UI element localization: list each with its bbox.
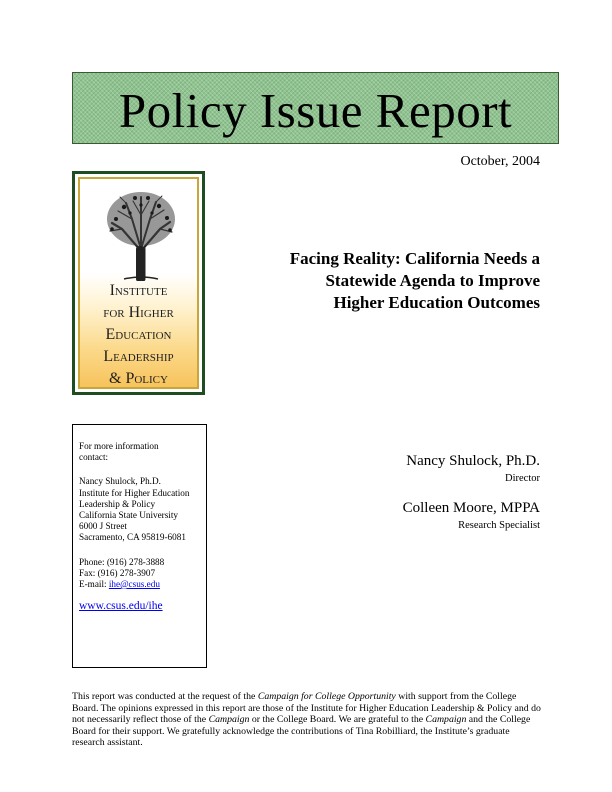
campaign-name: Campaign [425, 714, 467, 726]
report-date: October, 2004 [460, 154, 540, 169]
author-role: Research Specialist [458, 520, 540, 531]
banner-title: Policy Issue Report [118, 82, 513, 138]
email-label: E-mail: [79, 579, 109, 590]
campaign-name: Campaign [208, 714, 250, 726]
logo-line: & Policy [109, 370, 168, 387]
logo-line: Leadership [103, 348, 174, 365]
logo-line: for Higher [103, 304, 174, 321]
logo-panel [78, 177, 199, 389]
logo-line: Institute [109, 282, 168, 299]
report-title-line: Facing Reality: California Needs a [289, 249, 540, 268]
contact-heading: For more information [79, 441, 159, 451]
report-title [240, 248, 540, 314]
tree-icon [102, 189, 180, 281]
contact-university: California State University [79, 510, 178, 521]
author-name: Colleen Moore, MPPA [402, 500, 540, 516]
author-role: Director [505, 473, 540, 484]
author-block [403, 499, 540, 532]
campaign-name: Campaign for College Opportunity [257, 691, 396, 702]
contact-city: Sacramento, CA 95819-6081 [79, 532, 186, 543]
website-link[interactable]: www.csus.edu/ihe [79, 600, 163, 613]
report-title-line: Higher Education Outcomes [333, 293, 540, 312]
institute-logo [72, 171, 205, 395]
report-banner [72, 72, 559, 144]
email-link[interactable]: ihe@csus.edu [108, 579, 160, 590]
footer-text: and the College Board for their support. We gratefully acknowledge the contributions of Tina Robilliard, the Institute’s graduate research assistant. [72, 714, 531, 749]
contact-email-row [79, 579, 200, 590]
logo-line: Education [105, 326, 172, 343]
report-title-line: Statewide Agenda to Improve [325, 271, 540, 290]
author-name: Nancy Shulock, Ph.D. [406, 453, 540, 469]
footer-text: This report was conducted at the request of the [72, 691, 258, 702]
footer-text: with support from the College Board. The opinions expressed in this report are those of the Institute for Higher Education Leadership & Policy and do not necessarily reflect those of the [72, 691, 541, 726]
author-block [406, 452, 540, 485]
acknowledgement-note [72, 691, 542, 749]
contact-org: Leadership & Policy [79, 498, 156, 509]
contact-org: Institute for Higher Education [79, 487, 190, 498]
contact-fax: Fax: (916) 278-3907 [79, 567, 156, 578]
contact-box [72, 424, 207, 668]
contact-heading: contact: [79, 452, 109, 463]
contact-street: 6000 J Street [79, 521, 127, 532]
footer-text: or the College Board. We are grateful to the [249, 714, 426, 726]
contact-phone: Phone: (916) 278-3888 [79, 556, 165, 567]
logo-text [80, 280, 197, 390]
contact-name: Nancy Shulock, Ph.D. [79, 476, 161, 487]
